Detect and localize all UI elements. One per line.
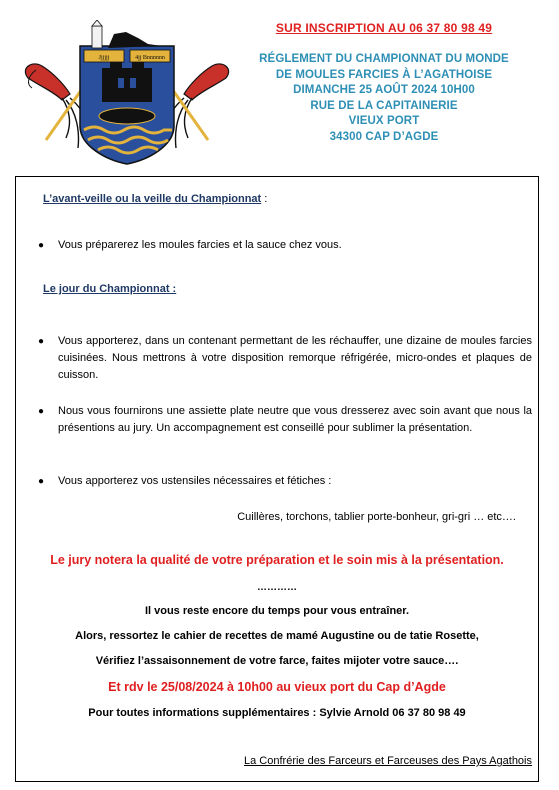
title-line: DIMANCHE 25 AOÛT 2024 10H00 — [293, 84, 475, 96]
bullet-icon: ● — [38, 336, 45, 347]
heading-eve-text: L’avant-veille ou la veille du Championnat — [43, 193, 262, 205]
heading-eve — [43, 193, 267, 205]
jury-notice: Le jury notera la qualité de votre préparation et le soin mis à la présentation. — [50, 553, 504, 567]
heading-day — [43, 283, 176, 295]
inscription-phone: SUR INSCRIPTION AU 06 37 80 98 49 — [275, 21, 493, 35]
title-line: RÉGLEMENT DU CHAMPIONNAT DU MONDE — [259, 53, 509, 65]
bullet-text: Vous préparerez les moules farcies et la sauce chez vous. — [58, 239, 342, 251]
utensils-list: Cuillères, torchons, tablier porte-bonheur, gri-gri … etc…. — [237, 511, 516, 523]
bullet-icon: ● — [38, 240, 45, 251]
bullet-item — [38, 333, 532, 384]
title-line: DE MOULES FARCIES À L’AGATHOISE — [275, 68, 493, 81]
bullet-item — [38, 237, 532, 254]
logo-banner-left: Jjjjjj — [98, 55, 110, 61]
practice-line: Il vous reste encore du temps pour vous entraîner. — [144, 605, 410, 617]
contact-info: Pour toutes informations supplémentaires : Sylvie Arnold 06 37 80 98 49 — [88, 707, 466, 719]
bullet-text: Nous vous fournirons une assiette plate neutre que vous dresserez avec soin avant que nous la présentions au jury. Un accompagnement est conseillé pour sublimer la présentation. — [58, 405, 532, 434]
title-line: 34300 CAP D’AGDE — [329, 130, 439, 143]
rules-frame — [15, 176, 539, 782]
bullet-text: Vous apporterez, dans un contenant permettant de les réchauffer, une dizaine de moules farcies cuisinées. Nous mettrons à votre disposition remorque réfrigérée, micro-ondes et plaques de cuisson. — [58, 335, 532, 381]
event-title-block — [238, 52, 530, 145]
title-line: VIEUX PORT — [348, 115, 420, 127]
separator-dots: ………… — [257, 582, 297, 593]
bullet-icon: ● — [38, 476, 45, 487]
bullet-text: Vous apporterez vos ustensiles nécessaires et fétiches : — [58, 475, 332, 487]
bullet-item — [38, 403, 532, 437]
sauce-line: Vérifiez l’assaisonnement de votre farce, faites mijoter votre sauce…. — [95, 655, 459, 667]
heading-day-text: Le jour du Championnat : — [43, 283, 177, 295]
confrerie-signature: La Confrérie des Farceurs et Farceuses des Pays Agathois — [244, 755, 532, 767]
confrerie-coat-of-arms-logo — [18, 20, 236, 168]
logo-banner-right: 4jj Bnnnnnn — [135, 55, 165, 61]
title-line: RUE DE LA CAPITAINERIE — [310, 99, 458, 112]
recipe-line: Alors, ressortez le cahier de recettes de mamé Augustine ou de tatie Rosette, — [75, 630, 479, 642]
heading-eve-suffix: : — [261, 193, 268, 205]
bullet-icon: ● — [38, 406, 45, 417]
rendezvous-line: Et rdv le 25/08/2024 à 10h00 au vieux port du Cap d’Agde — [108, 680, 446, 694]
bullet-item — [38, 473, 532, 490]
